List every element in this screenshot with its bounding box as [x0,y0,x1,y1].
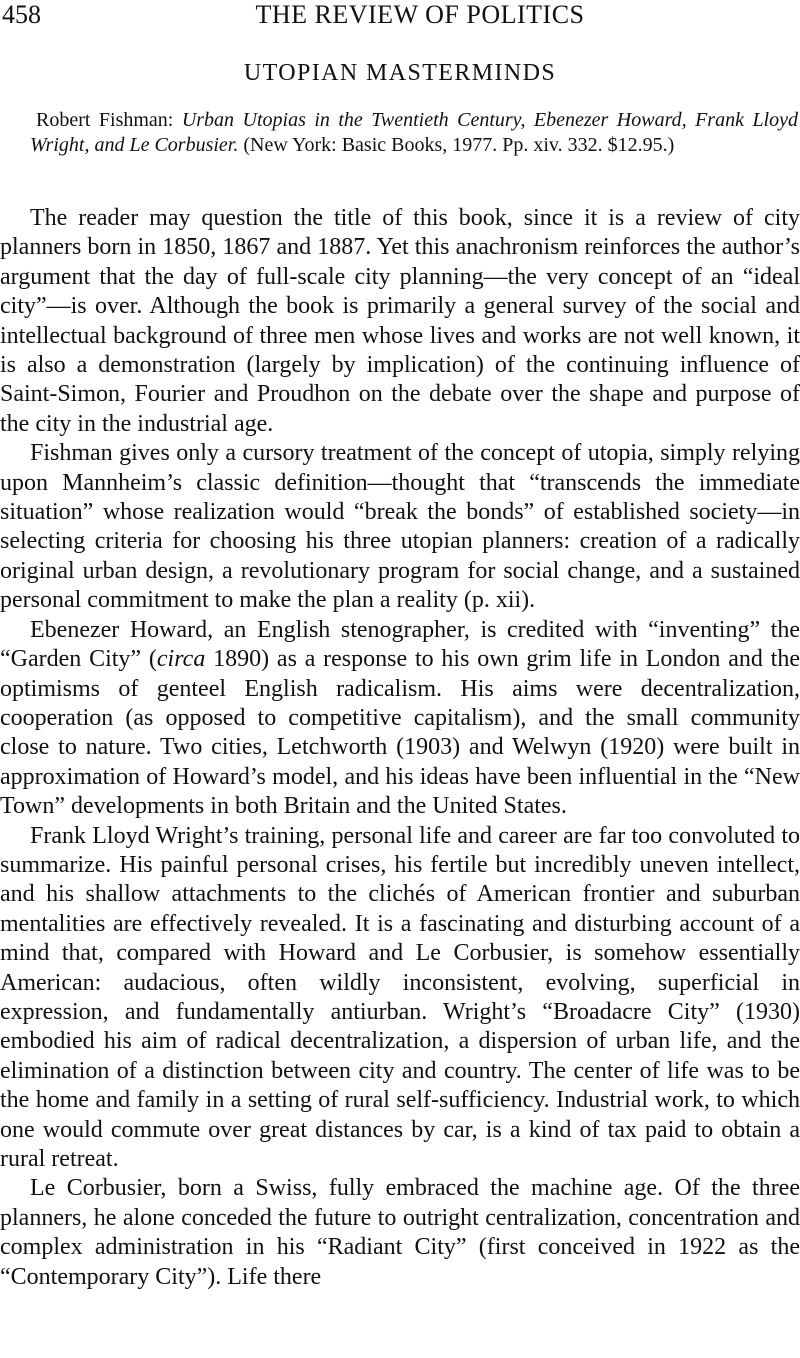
citation-publication: (New York: Basic Books, 1977. Pp. xiv. 332. $12.95.) [238,134,675,156]
article-title: UTOPIAN MASTERMINDS [243,60,557,86]
citation-author: Robert Fishman: [36,109,182,131]
howard-text-after: 1890) as a response to his own grim life in London and the optimisms of genteel English radicalism. His aims were decentralization, cooperation (as opposed to competitive capitalism), and the small community close to nature. Two cities, Letchworth (1903) and Welwyn (1920) were built in approximation of Howard’s model, and his ideas have been influential in the “New Town” developments in both Britain and the United States. [0,646,800,820]
review-body [0,204,800,1292]
howard-text-before: Ebenezer Howard, an English stenographer, is credited with “inventing” the “Garden City” ( [0,616,800,673]
journal-title: THE REVIEW OF POLITICS [255,0,585,29]
book-citation [30,108,798,158]
paragraph-le-corbusier: Le Corbusier, born a Swiss, fully embraced the machine age. Of the three planners, he alone conceded the future to outright centralization, concentration and complex administration in his “Radiant City” (first conceived in 1922 as the “Contemporary City”). Life there [0,1175,800,1290]
running-head [0,0,800,34]
citation-book-title: Urban Utopias in the Twentieth Century, Ebenezer Howard, Frank Lloyd Wright, and Le Corbusier. [30,109,798,156]
paragraph-howard [0,616,800,822]
howard-circa: circa [156,646,206,673]
paragraph-intro: The reader may question the title of this book, since it is a review of city planners born in 1850, 1867 and 1887. Yet this anachronism reinforces the author’s argument that the day of full-scale city planning—the very concept of an “ideal city”—is over. Although the book is primarily a general survey of the social and intellectual background of three men whose lives and works are not well known, it is also a demonstration (largely by implication) of the continuing influence of Saint-Simon, Fourier and Proudhon on the debate over the shape and purpose of the city in the industrial age. [0,205,800,437]
paragraph-utopia-concept: Fishman gives only a cursory treatment of the concept of utopia, simply relying upon Mannheim’s classic definition—thought that “transcends the immediate situation” whose realization would “break the bonds” of established society—in selecting criteria for choosing his three utopian planners: creation of a radically original urban design, a revolutionary program for social change, and a sustained personal commitment to make the plan a reality (p. xii). [0,440,800,614]
page-number: 458 [2,0,41,29]
paragraph-wright: Frank Lloyd Wright’s training, personal life and career are far too convoluted to summarize. His painful personal crises, his fertile but incredibly uneven intellect, and his shallow attachments to the clichés of American frontier and suburban mentalities are effectively revealed. It is a fascinating and disturbing account of a mind that, compared with Howard and Le Corbusier, is somehow essentially American: audacious, often wildly inconsistent, evolving, superficial in expression, and fundamentally antiurban. Wright’s “Broadacre City” (1930) embodied his aim of radical decentralization, a dispersion of urban life, and the elimination of a distinction between city and country. The center of life was to be the home and family in a setting of rural self-sufficiency. Industrial work, to which one would commute over great distances by car, is a kind of tax paid to obtain a rural retreat. [0,822,800,1172]
